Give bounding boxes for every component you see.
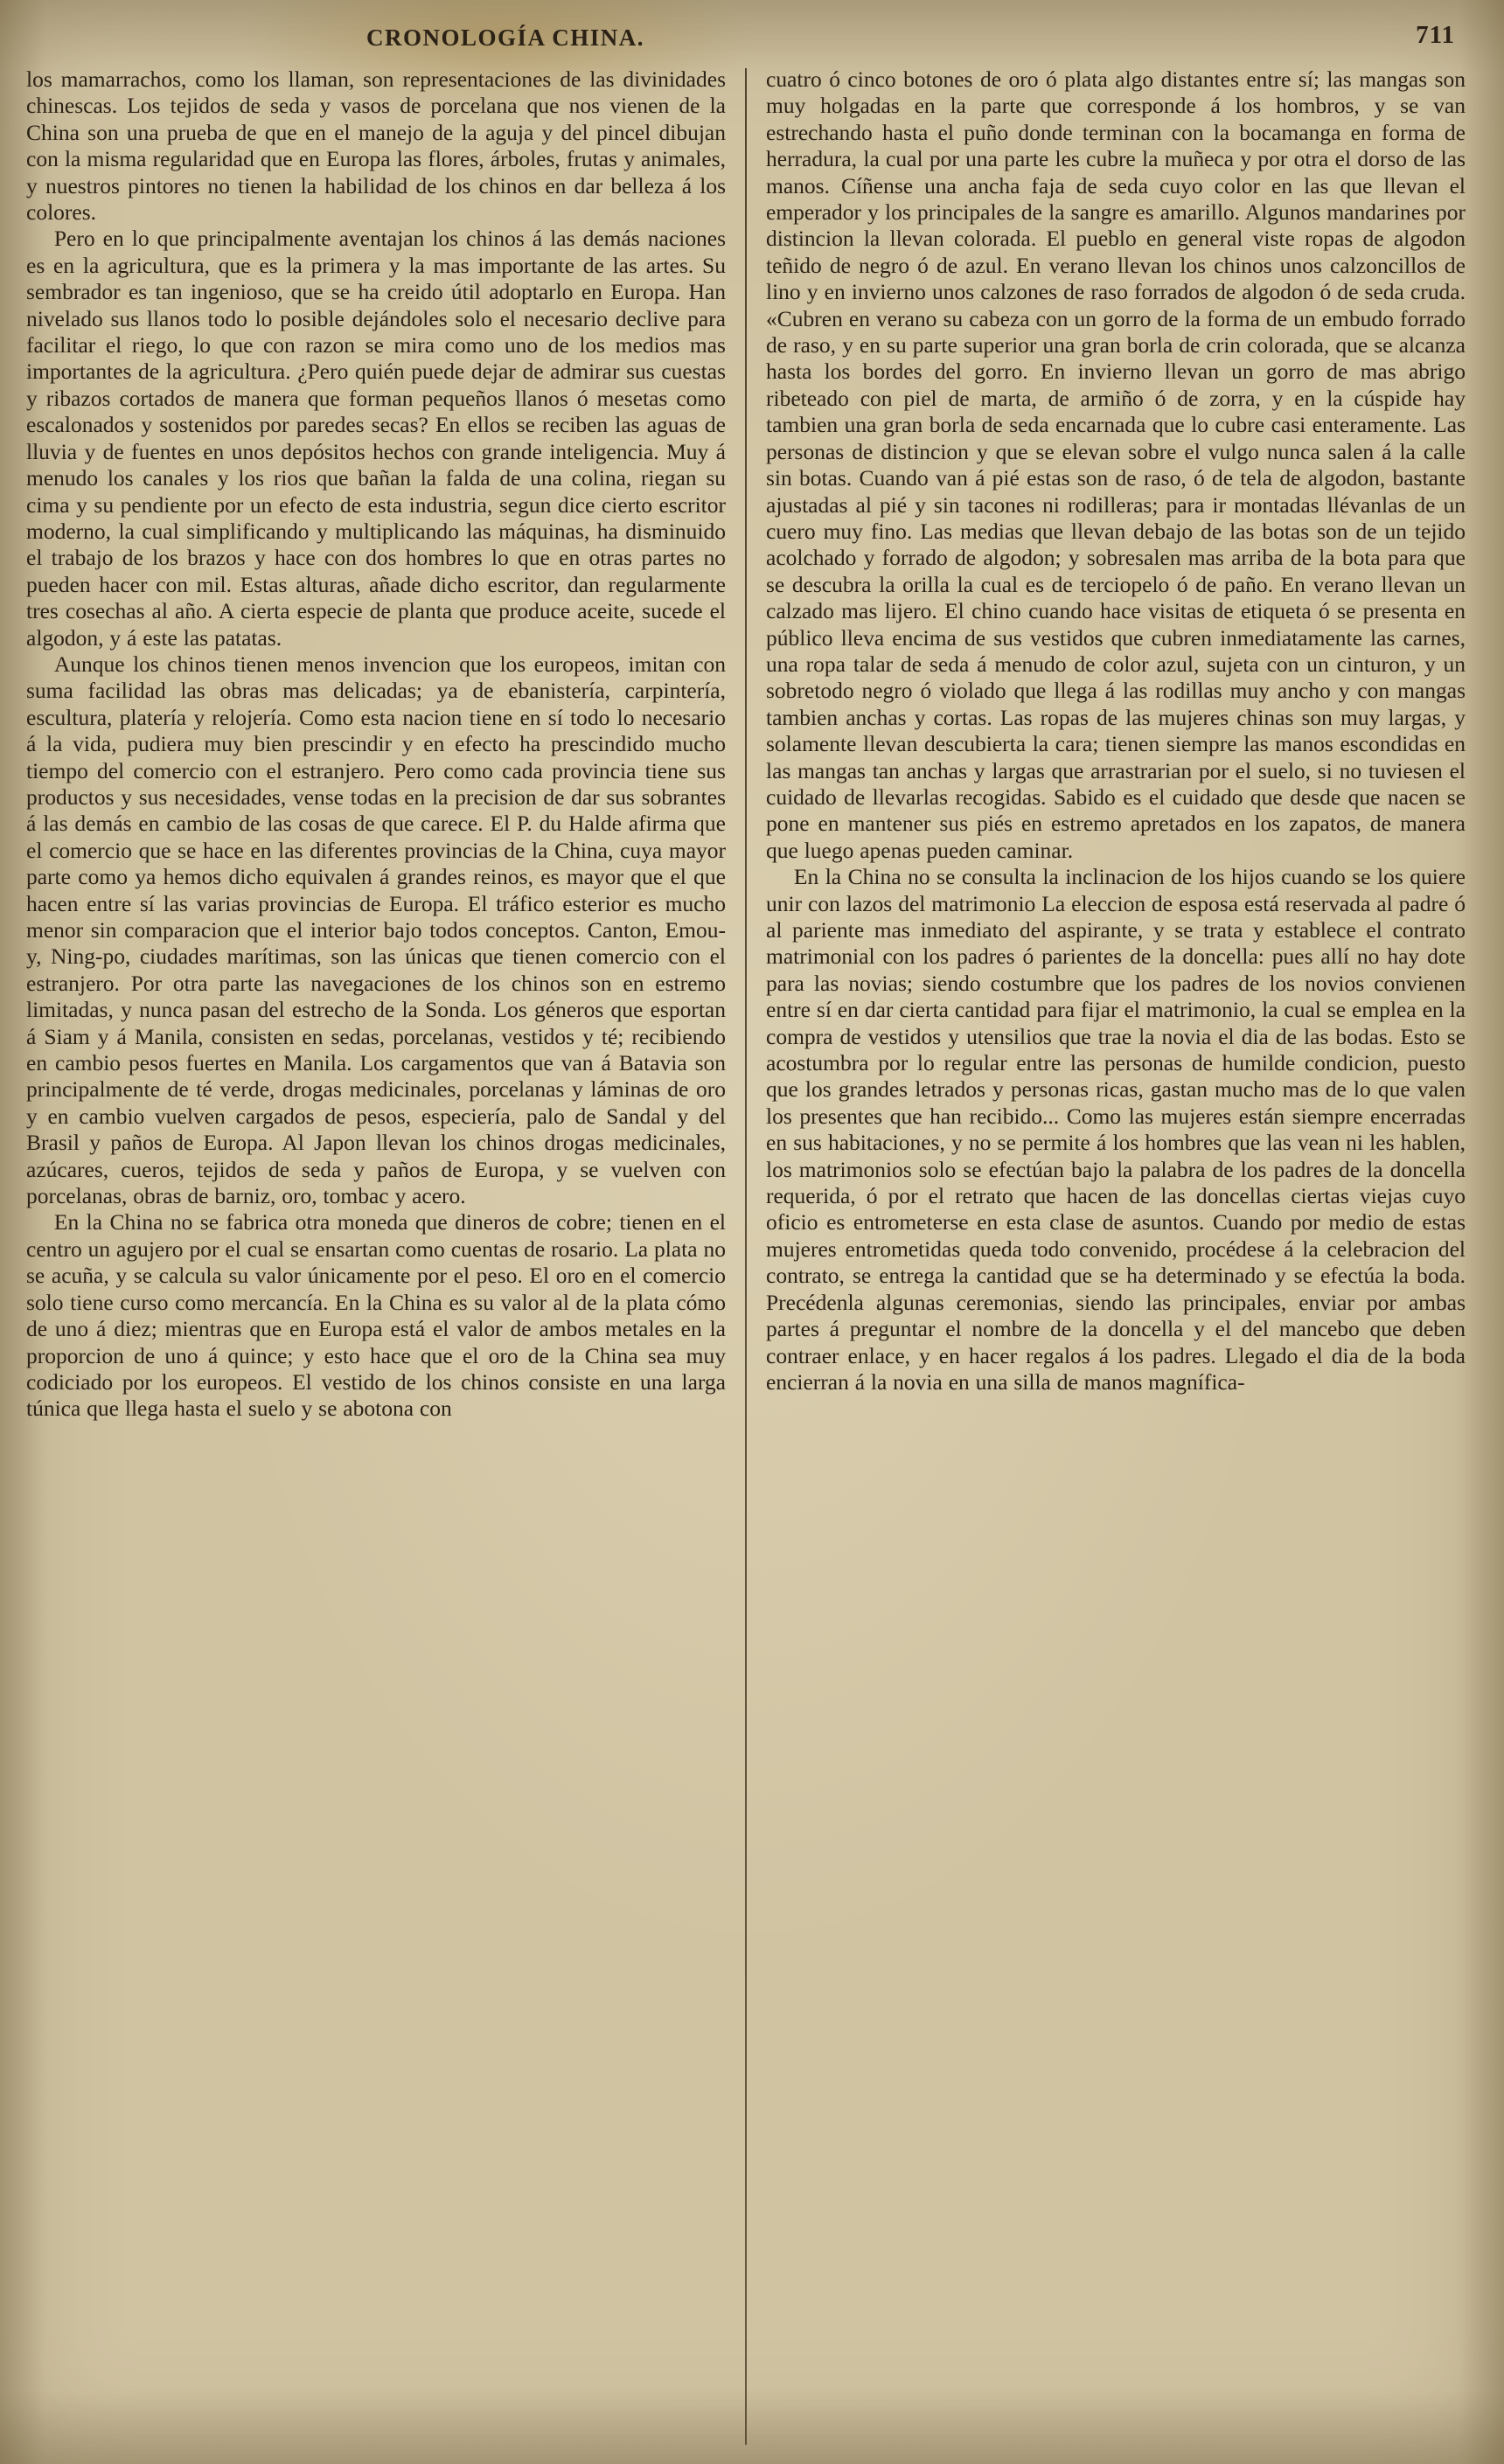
left-column [26,66,745,2445]
text-columns [26,66,1466,2445]
paragraph: En la China no se consulta la inclinacion de los hijos cuando se los quiere unir con lazos del matrimonio La eleccion de esposa está reservada al padre ó al pariente mas inmediato del aspirante, y se trata y establece el contrato matrimonial con los padres ó parientes de la doncella: pues allí no hay dote para las novias; siendo costumbre que los padres de los novios convienen entre sí en dar cierta cantidad para fijar el matrimonio, la cual se emplea en la compra de vestidos y utensilios que trae la novia el dia de las bodas. Esto se acostumbra por lo regular entre las personas de humilde condicion, puesto que los grandes letrados y personas ricas, gastan mucho mas de lo que valen los presentes que han recibido... Como las mujeres están siempre encerradas en sus habitaciones, y no se permite á los hombres que las vean ni les hablen, los matrimonios solo se efectúan bajo la palabra de los padres de la doncella requerida, ó por el retrato que hacen de las doncellas ciertas viejas cuyo oficio es entrometerse en esta clase de asuntos. Cuando por medio de estas mujeres entrometidas queda todo convenido, procédese á la celebracion del contrato, se entrega la cantidad que se ha determinado y se efectúa la boda. Precédenla algunas ceremonias, siendo las principales, enviar por ambas partes á preguntar el nombre de la doncella y el del mancebo que deben contraer enlace, y en hacer regalos á los padres. Llegado el dia de la boda encierran á la novia en una silla de manos magnífica- [766,864,1466,1395]
right-column [747,66,1466,2445]
paragraph: Pero en lo que principalmente aventajan los chinos á las demás naciones es en la agricultura, que es la primera y la mas importante de las artes. Su sembrador es tan ingenioso, que se ha creido útil adoptarlo en Europa. Han nivelado sus llanos todo lo posible dejándoles solo el necesario declive para facilitar el riego, lo que con razon se mira como uno de los medios mas importantes de la agricultura. ¿Pero quién puede dejar de admirar sus cuestas y ribazos cortados de manera que forman pequeños llanos ó mesetas como escalonados y sostenidos por paredes secas? En ellos se reciben las aguas de lluvia y de fuentes en unos depósitos hechos con grande inteligencia. Muy á menudo los canales y los rios que bañan la falda de una colina, riegan su cima y su pendiente por un efecto de esta industria, segun dice cierto escritor moderno, la cual simplificando y multiplicando las máquinas, ha disminuido el trabajo de los brazos y hace con dos hombres lo que en otras partes no pueden hacer con mil. Estas alturas, añade dicho escritor, dan regularmente tres cosechas al año. A cierta especie de planta que produce aceite, sucede el algodon, y á este las patatas. [26,226,726,651]
paragraph: En la China no se fabrica otra moneda que dineros de cobre; tienen en el centro un agujero por el cual se ensartan como cuentas de rosario. La plata no se acuña, y se calcula su valor únicamente por el peso. El oro en el comercio solo tiene curso como mercancía. En la China es su valor al de la plata cómo de uno á diez; mientras que en Europa está el valor de ambos metales en la proporcion de uno á quince; y esto hace que el oro de la China sea muy codiciado por los europeos. El vestido de los chinos consiste en una larga túnica que llega hasta el suelo y se abotona con [26,1209,726,1422]
page-number: 711 [1416,21,1455,49]
paragraph: Aunque los chinos tienen menos invencion que los europeos, imitan con suma facilidad las obras mas delicadas; ya de ebanistería, carpintería, escultura, platería y relojería. Como esta nacion tiene en sí todo lo necesario á la vida, pudiera muy bien prescindir y en efecto ha prescindido mucho tiempo del comercio con el estranjero. Pero como cada provincia tiene sus productos y sus necesidades, vense todas en la precision de dar sus sobrantes á las demás en cambio de las cosas de que carece. El P. du Halde afirma que el comercio que se hace en las diferentes provincias de la China, cuya mayor parte como ya hemos dicho equivalen á grandes reinos, es mayor que el que hacen entre sí las varias provincias de Europa. El tráfico esterior es mucho menor sin comparacion que el interior bajo todos conceptos. Canton, Emou-y, Ning-po, ciudades marítimas, son las únicas que tienen comercio con el estranjero. Por otra parte las navegaciones de los chinos son en estremo limitadas, y nunca pasan del estrecho de la Sonda. Los géneros que esportan á Siam y á Manila, consisten en sedas, porcelanas, vestidos y té; recibiendo en cambio pesos fuertes en Manila. Los cargamentos que van á Batavia son principalmente de té verde, drogas medicinales, porcelanas y láminas de oro y en cambio vuelven cargados de pesos, especiería, palo de Sandal y del Brasil y paños de Europa. Al Japon llevan los chinos drogas medicinales, azúcares, cueros, tejidos de seda y paños de Europa, y se vuelven con porcelanas, obras de barniz, oro, tombac y acero. [26,651,726,1209]
paragraph: los mamarrachos, como los llaman, son representaciones de las divinidades chinescas. Los tejidos de seda y vasos de porcelana que nos vienen de la China son una prueba de que en el manejo de la aguja y del pincel dibujan con la misma regularidad que en Europa las flores, árboles, frutas y animales, y nuestros pintores no tienen la habilidad de los chinos en dar belleza á los colores. [26,66,726,226]
running-header [0,0,1504,63]
paragraph: cuatro ó cinco botones de oro ó plata algo distantes entre sí; las mangas son muy holgadas en la parte que corresponde á los hombros, y se van estrechando hasta el puño donde terminan con la bocamanga en forma de herradura, la cual por una parte les cubre la muñeca y por otra el dorso de las manos. Cíñense una ancha faja de seda cuyo color en las que llevan el emperador y los principales de la sangre es amarillo. Algunos mandarines por distincion la llevan colorada. El pueblo en general viste ropas de algodon teñido de negro ó de azul. En verano llevan los chinos unos calzoncillos de lino y en invierno unos calzones de raso forrados de algodon ó de seda cruda. «Cubren en verano su cabeza con un gorro de la forma de un embudo forrado de raso, y en su parte superior una gran borla de crin colorada, que se alcanza hasta los bordes del gorro. En invierno llevan un gorro de mas abrigo ribeteado con piel de marta, de armiño ó de zorra, y en la cúspide hay tambien una gran borla de seda encarnada que lo cubre casi enteramente. Las personas de distincion y que se elevan sobre el vulgo nunca salen á la calle sin botas. Cuando van á pié estas son de raso, ó de tela de algodon, bastante ajustadas al pié y sin tacones ni rodilleras; para ir montadas llévanlas de un cuero muy fino. Las medias que llevan debajo de las botas son de un tejido acolchado y forrado de algodon; y sobresalen mas arriba de la bota para que se descubra la orilla la cual es de terciopelo ó de paño. En verano llevan un calzado mas lijero. El chino cuando hace visitas de etiqueta ó se presenta en público lleva encima de sus vestidos que cubren inmediatamente las carnes, una ropa talar de seda á menudo de color azul, sujeta con un cinturon, y un sobretodo negro ó violado que llega á las rodillas muy ancho y con mangas tambien anchas y cortas. Las ropas de las mujeres chinas son muy largas, y solamente llevan descubierta la cara; tienen siempre las manos escondidas en las mangas tan anchas y largas que arrastrarian por el suelo, si no tuviesen el cuidado de llevarlas recogidas. Sabido es el cuidado que desde que nacen se pone en mantener sus piés en estremo apretados en los zapatos, de manera que luego apenas pueden caminar. [766,66,1466,863]
page-title: CRONOLOGÍA CHINA. [366,24,645,51]
